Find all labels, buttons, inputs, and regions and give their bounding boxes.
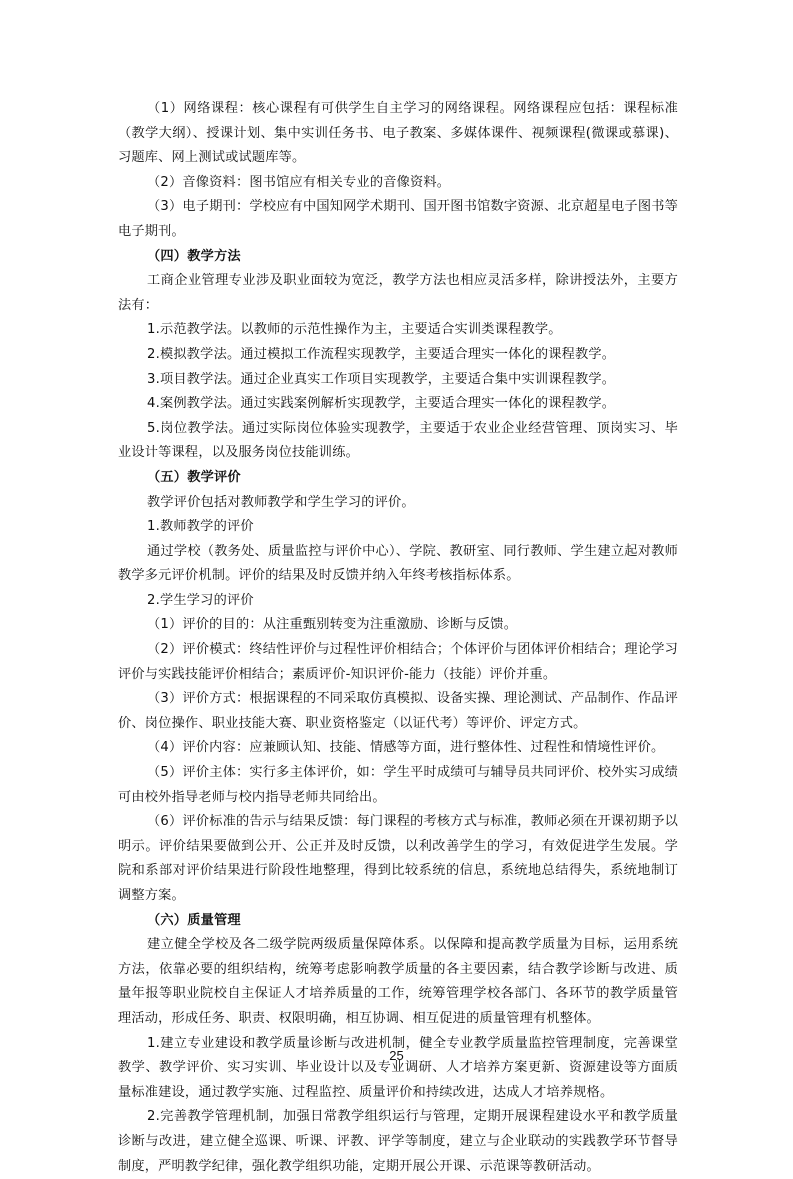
- page-body: [118, 97, 678, 1179]
- paragraph: （3）评价方式：根据课程的不同采取仿真模拟、设备实操、理论测试、产品制作、作品评价、岗位操作、职业技能大赛、职业资格鉴定（以证代考）等评价、评定方式。: [118, 691, 678, 731]
- paragraph: （2）音像资料：图书馆应有相关专业的音像资料。: [147, 174, 451, 190]
- paragraph: 3.项目教学法。通过企业真实工作项目实现教学，主要适合集中实训课程教学。: [147, 371, 616, 387]
- paragraph: 2.模拟教学法。通过模拟工作流程实现教学，主要适合理实一体化的课程教学。: [147, 346, 616, 362]
- paragraph: 1.示范教学法。以教师的示范性操作为主，主要适合实训类课程教学。: [147, 322, 562, 338]
- paragraph: 教学评价包括对教师教学和学生学习的评价。: [147, 494, 415, 510]
- paragraph: （4）评价内容：应兼顾认知、技能、情感等方面，进行整体性、过程性和情境性评价。: [147, 740, 665, 756]
- paragraph: 4.案例教学法。通过实践案例解析实现教学，主要适合理实一体化的课程教学。: [147, 396, 616, 412]
- section-heading: （五）教学评价: [147, 469, 241, 485]
- paragraph: 2.学生学习的评价: [147, 592, 254, 608]
- paragraph: 1.教师教学的评价: [147, 519, 254, 535]
- paragraph: （1）网络课程：核心课程有可供学生自主学习的网络课程。网络课程应包括：课程标准（教学大纲）、授课计划、集中实训任务书、电子教案、多媒体课件、视频课程(微课或慕课)、习题库、网上测试或试题库等。: [118, 101, 678, 166]
- paragraph: 5.岗位教学法。通过实际岗位体验实现教学，主要适于农业企业经营管理、顶岗实习、毕业设计等课程，以及服务岗位技能训练。: [118, 420, 678, 461]
- section-heading: （四）教学方法: [147, 248, 241, 264]
- paragraph: （6）评价标准的告示与结果反馈：每门课程的考核方式与标准，教师必须在开课初期予以明示。评价结果要做到公开、公正并及时反馈，以利改善学生的学习，有效促进学生发展。学院和系部对评价结果进行阶段性地整理，得到比较系统的信息，系统地总结得失，系统地制订调整方案。: [118, 814, 678, 903]
- paragraph: （2）评价模式：终结性评价与过程性评价相结合；个体评价与团体评价相结合；理论学习评价与实践技能评价相结合；素质评价-知识评价-能力（技能）评价并重。: [118, 642, 678, 682]
- page-number: 25: [389, 1048, 404, 1063]
- paragraph: （1）评价的目的：从注重甄别转变为注重激励、诊断与反馈。: [147, 617, 518, 633]
- section-heading: （六）质量管理: [147, 912, 241, 928]
- paragraph: 2.完善教学管理机制，加强日常教学组织运行与管理，定期开展课程建设水平和教学质量诊断与改进，建立健全巡课、听课、评教、评学等制度，建立与企业联动的实践教学环节督导制度，严明教学纪律，强化教学组织功能，定期开展公开课、示范课等教研活动。: [118, 1109, 678, 1174]
- paragraph: （3）电子期刊：学校应有中国知网学术期刊、国开图书馆数字资源、北京超星电子图书等电子期刊。: [118, 199, 678, 239]
- paragraph: 通过学校（教务处、质量监控与评价中心）、学院、教研室、同行教师、学生建立起对教师教学多元评价机制。评价的结果及时反馈并纳入年终考核指标体系。: [118, 543, 678, 584]
- paragraph: 1.建立专业建设和教学质量诊断与改进机制，健全专业教学质量监控管理制度，完善课堂教学、教学评价、实习实训、毕业设计以及专业调研、人才培养方案更新、资源建设等方面质量标准建设，通过教学实施、过程监控、质量评价和持续改进，达成人才培养规格。: [118, 1035, 678, 1100]
- paragraph: 工商企业管理专业涉及职业面较为宽泛，教学方法也相应灵活多样，除讲授法外，主要方法有：: [118, 273, 678, 313]
- paragraph: （5）评价主体：实行多主体评价，如：学生平时成绩可与辅导员共同评价、校外实习成绩可由校外指导老师与校内指导老师共同给出。: [118, 765, 678, 805]
- paragraph: 建立健全学校及各二级学院两级质量保障体系。以保障和提高教学质量为目标，运用系统方法，依靠必要的组织结构，统筹考虑影响教学质量的各主要因素，结合教学诊断与改进、质量年报等职业院校自主保证人才培养质量的工作，统筹管理学校各部门、各环节的教学质量管理活动，形成任务、职责、权限明确，相互协调、相互促进的质量管理有机整体。: [118, 937, 678, 1026]
